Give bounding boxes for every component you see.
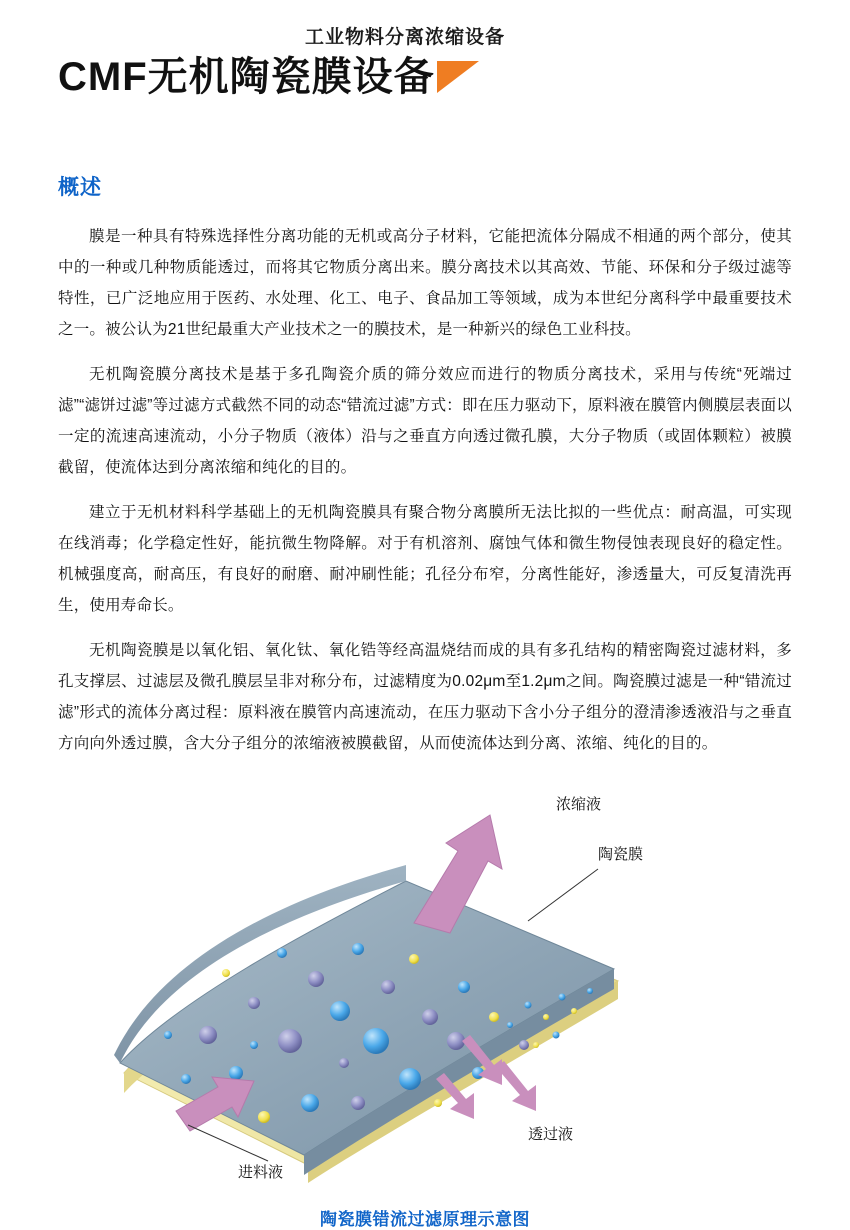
label-ceramic-membrane: 陶瓷膜 [598,846,644,863]
page-title: CMF无机陶瓷膜设备 [58,55,435,99]
crossflow-filtration-diagram [58,773,792,1203]
paragraph-3: 建立于无机材料科学基础上的无机陶瓷膜具有聚合物分离膜所无法比拟的一些优点：耐高温，可实现在线消毒；化学稳定性好，能抗微生物降解。对于有机溶剂、腐蚀气体和微生物侵蚀表现良好的稳定性。机械强度高，耐高压，有良好的耐磨、耐冲刷性能；孔径分布窄，分离性能好，渗透量大，可反复清洗再生，使用寿命长。 [58,504,792,614]
label-permeate: 透过液 [528,1126,574,1143]
figure-caption: 陶瓷膜错流过滤原理示意图 [320,1210,530,1229]
label-concentrate: 浓缩液 [556,796,602,813]
triangle-arrow-icon [437,61,479,93]
page-header [58,0,792,99]
paragraph-4: 无机陶瓷膜是以氧化铝、氧化钛、氧化锆等经高温烧结而成的具有多孔结构的精密陶瓷过滤材料，多孔支撑层、过滤层及微孔膜层呈非对称分布，过滤精度为0.02μm至1.2μm之间。陶瓷膜过滤是一种“错流过滤”形式的流体分离过程：原料液在膜管内高速流动，在压力驱动下含小分子组分的澄清渗透液沿与之垂直方向向外透过膜，含大分子组分的浓缩液被膜截留，从而使流体达到分离、浓缩、纯化的目的。 [58,642,792,752]
header-subtitle: 工业物料分离浓缩设备 [304,27,505,48]
diagram-svg [58,773,792,1203]
paragraph-2: 无机陶瓷膜分离技术是基于多孔陶瓷介质的筛分效应而进行的物质分离技术，采用与传统“死端过滤”“滤饼过滤”等过滤方式截然不同的动态“错流过滤”方式：即在压力驱动下，原料液在膜管内侧膜层表面以一定的流速高速流动，小分子物质（液体）沿与之垂直方向透过微孔膜，大分子物质（或固体颗粒）被膜截留，使流体达到分离浓缩和纯化的目的。 [58,366,792,476]
membrane-leader-line [528,869,598,921]
label-feed: 进料液 [238,1164,284,1181]
overview-body [58,221,792,759]
header-title-row [58,55,792,99]
concentrate-arrow [414,815,502,933]
paragraph-1: 膜是一种具有特殊选择性分离功能的无机或高分子材料，它能把流体分隔成不相通的两个部分，使其中的一种或几种物质能透过，而将其它物质分离出来。膜分离技术以其高效、节能、环保和分子级过滤等特性，已广泛地应用于医药、水处理、化工、电子、食品加工等领域，成为本世纪分离科学中最重要技术之一。被公认为21世纪最重大产业技术之一的膜技术，是一种新兴的绿色工业科技。 [58,228,792,338]
section-title-overview: 概述 [58,176,102,199]
